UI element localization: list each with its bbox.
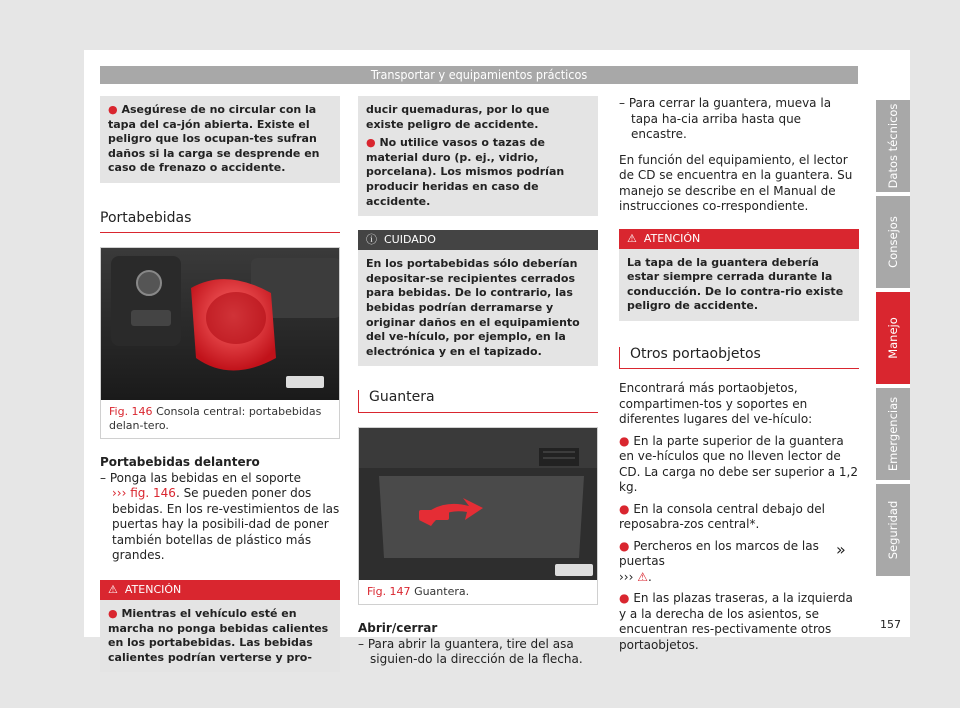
paragraph-cd-reader: En función del equipamiento, el lector de CD se encuentra en la guantera. Su manejo se describe en el Manual de instrucciones co-rrespondiente. bbox=[619, 152, 853, 213]
fig-reference-text: fig. 146 bbox=[130, 486, 176, 501]
bullet-icon: ● bbox=[619, 591, 630, 606]
bullet-icon: ● bbox=[619, 538, 630, 553]
tab-emergencias[interactable] bbox=[876, 388, 910, 480]
step-text: Para abrir la guantera, tire del asa siguien-do la dirección de la flecha. bbox=[367, 636, 583, 667]
bullet-icon: ● bbox=[366, 136, 376, 150]
list-item bbox=[619, 502, 859, 533]
cuidado-box bbox=[358, 230, 598, 366]
list-item bbox=[619, 591, 859, 653]
cuidado-body: En los portabebidas sólo deberían depositar-se recipientes cerrados para bebidas. De lo contrario, las bebidas podrían derramarse y originar daños en el equipamiento del ve-hículo, por ejemplo, en la electrónica y en el tapizado. bbox=[358, 250, 598, 366]
subheading-abrir-cerrar: Abrir/cerrar bbox=[358, 621, 438, 636]
bullet-icon: ● bbox=[619, 433, 630, 448]
atencion-bullet-text: No utilice vasos o tazas de material duro (p. ej., vidrio, porcelana). Los mismos podrían producir heridas en caso de accidente. bbox=[366, 136, 565, 208]
tab-label: Datos técnicos bbox=[886, 103, 900, 189]
warning-box-continued bbox=[100, 96, 340, 183]
atencion-box bbox=[100, 580, 340, 672]
warning-triangle-icon: ⚠ bbox=[627, 231, 637, 245]
section-title-otros-portaobjetos: Otros portaobjetos bbox=[619, 347, 859, 370]
tab-datos-tecnicos[interactable] bbox=[876, 100, 910, 192]
cupholder-photo bbox=[101, 248, 339, 400]
glovebox-photo bbox=[359, 428, 597, 580]
step-text-cont: . Se pueden poner dos bebidas. En los re-vestimientos de las puertas hay la posibili-dad de poner también botellas de plástico más grandes. bbox=[112, 486, 340, 563]
instruction-step: – Para cerrar la guantera, mueva la tapa ha-cia arriba hasta que encastre. bbox=[619, 96, 832, 141]
figure-number: Fig. 147 bbox=[367, 584, 411, 598]
atencion-body bbox=[100, 600, 340, 672]
step-text: Ponga las bebidas en el soporte bbox=[109, 470, 302, 485]
tab-manejo[interactable] bbox=[876, 292, 910, 384]
page-header: Transportar y equipamientos prácticos bbox=[100, 66, 858, 84]
figure-caption-text: Guantera. bbox=[414, 584, 470, 598]
page-number: 157 bbox=[880, 618, 901, 631]
atencion-label: ATENCIÓN bbox=[124, 582, 182, 596]
warning-triangle-icon: ⚠ bbox=[637, 569, 648, 584]
figure-caption bbox=[359, 580, 597, 605]
atencion-box bbox=[619, 229, 859, 321]
instruction-step: – Ponga las bebidas en el soporte ››› fig. 146. Se pueden poner dos bebidas. En los re-vestimientos de las puertas hay la posibili-dad de poner también botellas de plástico más grandes. bbox=[100, 470, 340, 563]
atencion-continued-text: ducir quemaduras, por lo que existe peligro de accidente. bbox=[366, 103, 550, 131]
atencion-header bbox=[100, 580, 340, 600]
subheading-portabebidas-delantero: Portabebidas delantero bbox=[100, 455, 260, 470]
fig-reference-link[interactable]: ››› fig. 146 bbox=[112, 486, 176, 501]
list-item-text: Percheros en los marcos de las puertas bbox=[619, 538, 819, 569]
intro-paragraph: Encontrará más portaobjetos, compartimen-tos y soportes en diferentes lugares del ve-hículo: bbox=[619, 381, 813, 427]
figure-caption-text: Consola central: portabebidas delan-tero. bbox=[109, 405, 322, 432]
section-title-guantera: Guantera bbox=[358, 390, 598, 413]
atencion-box-continued bbox=[358, 96, 598, 216]
column-1 bbox=[100, 96, 340, 672]
tab-consejos[interactable] bbox=[876, 196, 910, 288]
figure-146 bbox=[100, 247, 340, 439]
bullet-icon: ● bbox=[619, 501, 630, 516]
column-2 bbox=[358, 96, 598, 668]
info-circle-icon: ⓘ bbox=[366, 233, 377, 247]
atencion-label: ATENCIÓN bbox=[643, 231, 701, 245]
bullet-icon: ● bbox=[108, 606, 118, 620]
step-text: Para cerrar la guantera, mueva la tapa ha-cia arriba hasta que encastre. bbox=[628, 96, 832, 141]
figure-caption bbox=[101, 400, 339, 438]
list-item bbox=[619, 434, 859, 496]
tab-label: Seguridad bbox=[886, 500, 900, 560]
list-item-text: En las plazas traseras, a la izquierda y a la derecha de los asientos, se encuentran res-pectivamente otros portaobjetos. bbox=[619, 591, 853, 652]
atencion-body: La tapa de la guantera debería estar siempre cerrada durante la conducción. De lo contra-rio existe peligro de accidente. bbox=[619, 249, 859, 321]
cuidado-label: CUIDADO bbox=[384, 233, 436, 247]
figure-147 bbox=[358, 427, 598, 606]
list-item-text: En la consola central debajo del reposabra-zos central*. bbox=[619, 501, 825, 532]
warning-triangle-icon: ⚠ bbox=[108, 582, 118, 596]
continue-glyph: » bbox=[836, 540, 846, 559]
tab-label: Emergencias bbox=[886, 396, 900, 472]
bullet-icon: ● bbox=[108, 103, 118, 116]
warning-reference-link[interactable]: ››› ⚠. bbox=[619, 569, 652, 584]
list-item-text: En la parte superior de la guantera en ve-hículos que no lleven lector de CD. La carga no debe ser superior a 1,2 kg. bbox=[619, 433, 858, 495]
atencion-text: Mientras el vehículo esté en marcha no ponga bebidas calientes en los portabebidas. Las bebidas calientes podrían verterse y pro- bbox=[108, 606, 329, 664]
figure-number: Fig. 146 bbox=[109, 405, 153, 419]
tab-label: Manejo bbox=[886, 317, 900, 359]
list-item bbox=[619, 539, 859, 586]
atencion-header bbox=[619, 229, 859, 249]
side-tabs bbox=[876, 100, 910, 580]
warning-text: Asegúrese de no circular con la tapa del ca-jón abierta. Existe el peligro que los ocupan-tes sufran daños si la carga se desprende en caso de frenazo o accidente. bbox=[108, 103, 320, 175]
tab-seguridad[interactable] bbox=[876, 484, 910, 576]
instruction-step: – Para abrir la guantera, tire del asa siguien-do la dirección de la flecha. bbox=[358, 636, 583, 667]
column-3 bbox=[619, 96, 859, 653]
tab-label: Consejos bbox=[886, 216, 900, 268]
cuidado-header bbox=[358, 230, 598, 250]
section-title-portabebidas: Portabebidas bbox=[100, 211, 340, 234]
